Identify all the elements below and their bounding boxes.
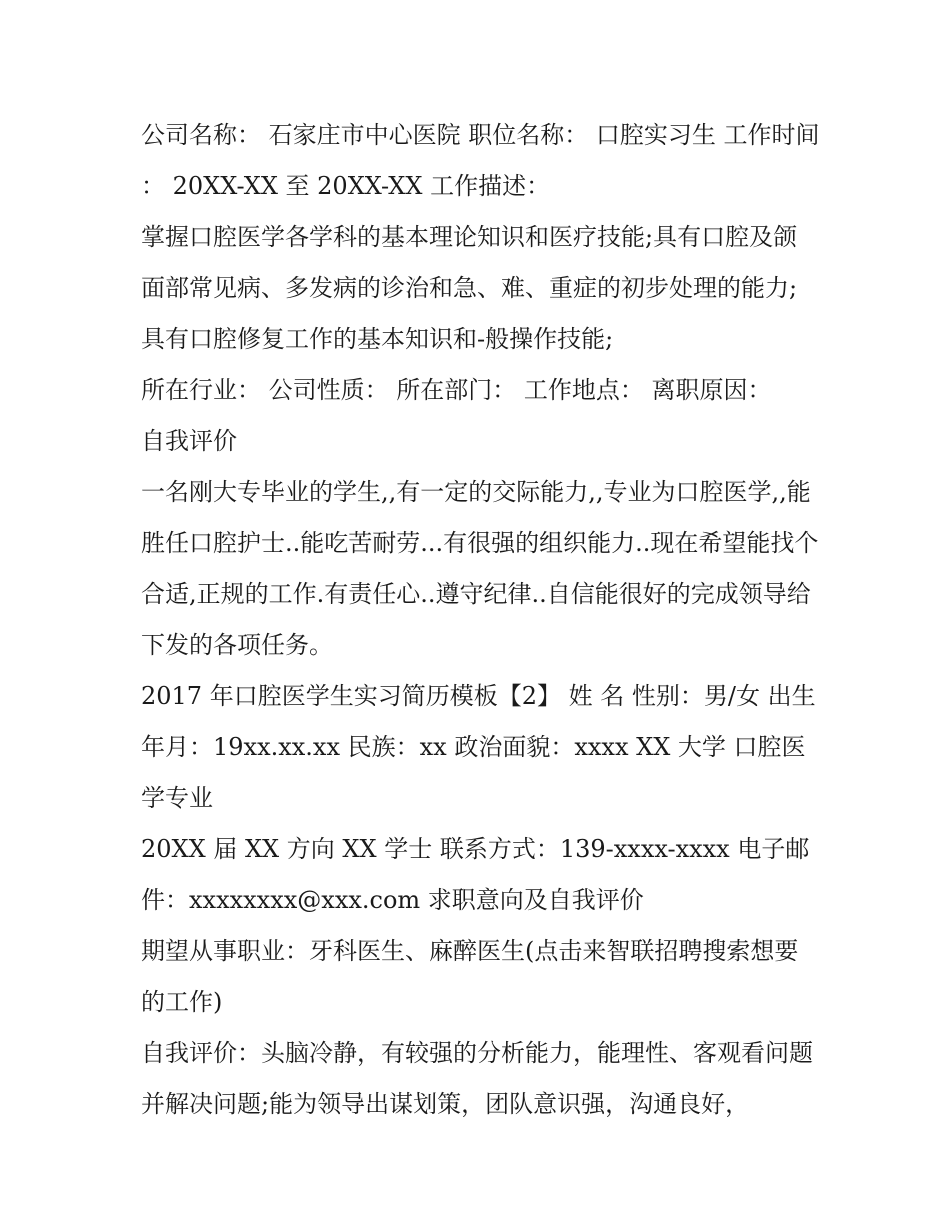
section-heading-self-evaluation: 自我评价 xyxy=(141,427,237,455)
document-body xyxy=(141,110,821,1130)
work-experience-paragraph: 公司名称： 石家庄市中心医院 职位名称： 口腔实习生 工作时间 ： 20XX-XX 至 20XX-XX 工作描述： xyxy=(141,121,820,200)
self-evaluation-paragraph: 一名刚大专毕业的学生,,有一定的交际能力,,专业为口腔医学,,能胜任口腔护士..能吃苦耐劳...有很强的组织能力..现在希望能找个合适,正规的工作.有责任心..遵守纪律..自信能很好的完成领导给下发的各项任务。 xyxy=(141,478,819,659)
self-evaluation-detail-paragraph: 自我评价：头脑冷静，有较强的分析能力，能理性、客观看问题并解决问题;能为领导出谋划策，团队意识强，沟通良好， xyxy=(141,1039,813,1118)
job-description-paragraph: 掌握口腔医学各学科的基本理论知识和医疗技能;具有口腔及颌面部常见病、多发病的诊治和急、难、重症的初步处理的能力;具有口腔修复工作的基本知识和-般操作技能; xyxy=(141,223,798,353)
desired-job-paragraph: 期望从事职业：牙科医生、麻醉医生(点击来智联招聘搜索想要的工作) xyxy=(141,937,799,1016)
company-details-line: 所在行业： 公司性质： 所在部门： 工作地点： 离职原因： xyxy=(141,376,772,404)
contact-info-paragraph: 20XX 届 XX 方向 XX 学士 联系方式：139-xxxx-xxxx 电子邮件：xxxxxxxx@xxx.com 求职意向及自我评价 xyxy=(141,835,810,914)
resume-template-header-paragraph: 2017 年口腔医学生实习简历模板【2】 姓 名 性别：男/女 出生年月：19xx.xx.xx 民族：xx 政治面貌：xxxx XX 大学 口腔医学专业 xyxy=(141,682,816,812)
